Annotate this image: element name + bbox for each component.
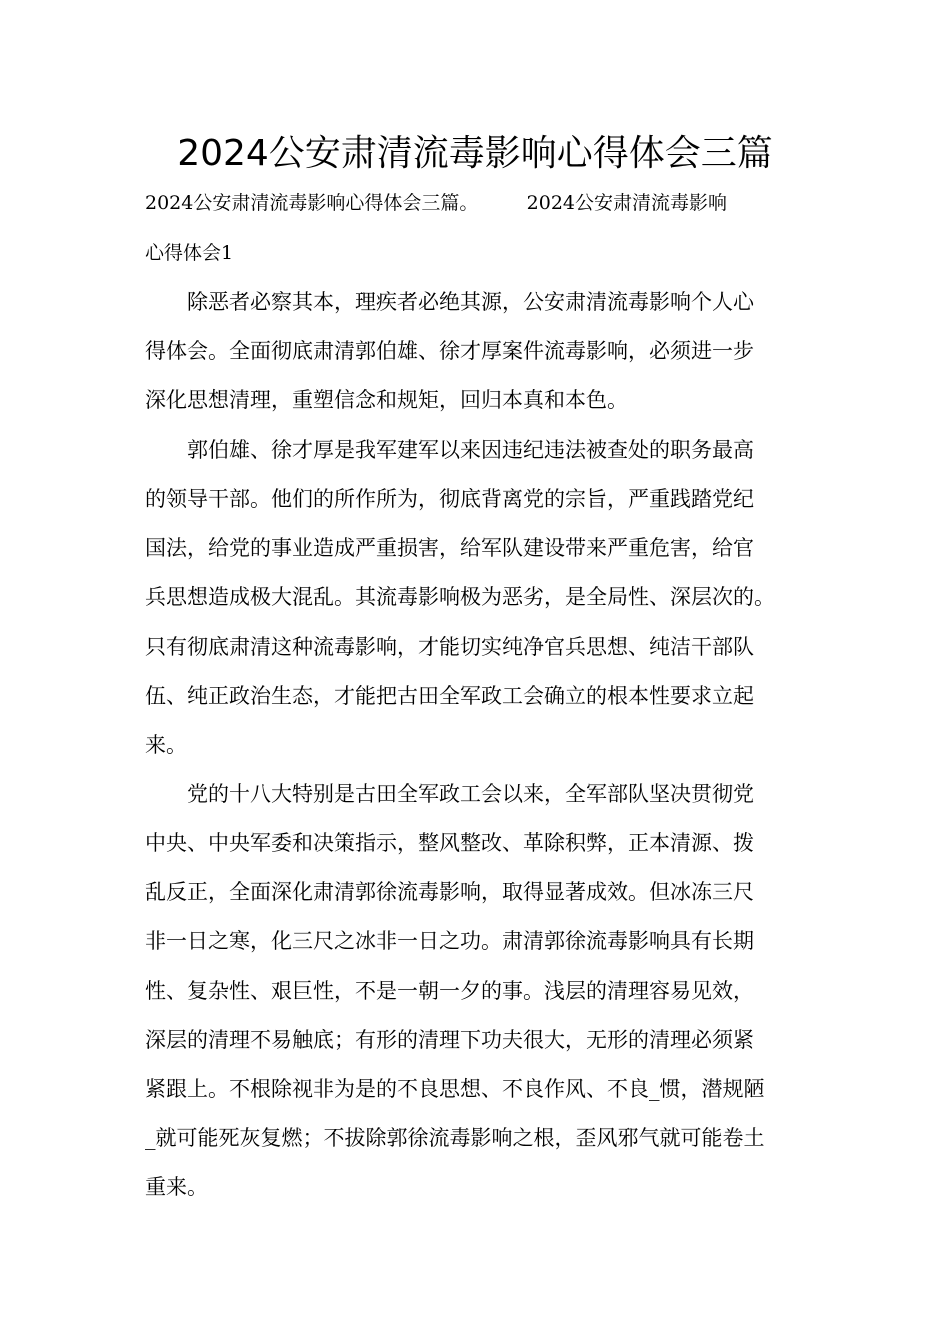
paragraph-line: 深化思想清理，重塑信念和规矩，回归本真和本色。 xyxy=(145,388,628,412)
paragraph-line: 国法，给党的事业造成严重损害，给军队建设带来严重危害，给官 xyxy=(145,536,754,560)
paragraph-line: 除恶者必察其本，理疾者必绝其源，公安肃清流毒影响个人心 xyxy=(145,290,754,314)
paragraph-line: 郭伯雄、徐才厚是我军建军以来因违纪违法被查处的职务最高 xyxy=(145,438,754,462)
intro-line: 心得体会1 xyxy=(145,242,234,264)
paragraph-line: 的领导干部。他们的所作所为，彻底背离党的宗旨，严重践踏党纪 xyxy=(145,487,754,511)
paragraph-line: 伍、纯正政治生态，才能把古田全军政工会确立的根本性要求立起 xyxy=(145,684,754,708)
paragraph-line: 重来。 xyxy=(145,1175,208,1199)
paragraph-line: 中央、中央军委和决策指示，整风整改、革除积弊，正本清源、拨 xyxy=(145,831,754,855)
paragraph-line: 兵思想造成极大混乱。其流毒影响极为恶劣，是全局性、深层次的。 xyxy=(145,585,775,609)
paragraph-line: 只有彻底肃清这种流毒影响，才能切实纯净官兵思想、纯洁干部队 xyxy=(145,635,754,659)
paragraph-line: 性、复杂性、艰巨性，不是一朝一夕的事。浅层的清理容易见效， xyxy=(145,979,754,1003)
intro-line: 2024公安肃清流毒影响心得体会三篇。 2024公安肃清流毒影响 xyxy=(145,192,728,214)
paragraph-line: 党的十八大特别是古田全军政工会以来，全军部队坚决贯彻党 xyxy=(145,782,754,806)
document-title: 2024公安肃清流毒影响心得体会三篇 xyxy=(177,133,773,174)
paragraph-line: 来。 xyxy=(145,733,187,757)
paragraph-line: 紧跟上。不根除视非为是的不良思想、不良作风、不良_惯，潜规陋 xyxy=(145,1077,765,1101)
paragraph-line: 深层的清理不易触底；有形的清理下功夫很大，无形的清理必须紧 xyxy=(145,1028,754,1052)
paragraph-line: 非一日之寒，化三尺之冰非一日之功。肃清郭徐流毒影响具有长期 xyxy=(145,929,754,953)
paragraph-line: 乱反正，全面深化肃清郭徐流毒影响，取得显著成效。但冰冻三尺 xyxy=(145,880,754,904)
paragraph-line: 得体会。全面彻底肃清郭伯雄、徐才厚案件流毒影响，必须进一步 xyxy=(145,339,754,363)
paragraph-line: _就可能死灰复燃；不拔除郭徐流毒影响之根，歪风邪气就可能卷土 xyxy=(145,1126,765,1150)
